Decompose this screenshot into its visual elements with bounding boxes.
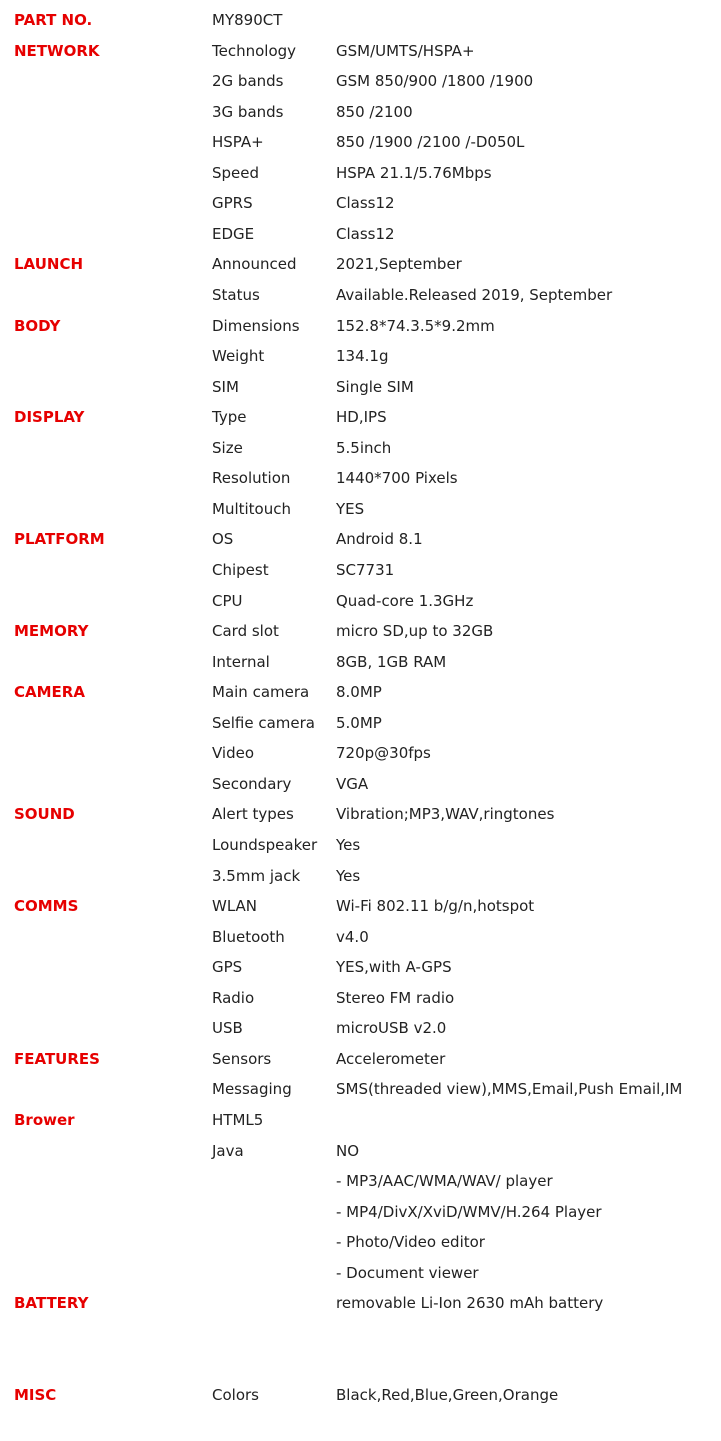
spec-value: YES,with A-GPS [336, 958, 452, 976]
spec-row [0, 952, 721, 982]
spec-label: 3G bands [212, 103, 284, 121]
spec-label: Java [212, 1142, 244, 1160]
spec-value: HSPA 21.1/5.76Mbps [336, 164, 492, 182]
spec-value: Single SIM [336, 378, 414, 396]
spec-value: Yes [336, 867, 361, 885]
spec-value: microUSB v2.0 [336, 1019, 447, 1037]
spec-row [0, 249, 721, 279]
spec-value: YES [336, 500, 365, 518]
spec-row [0, 769, 721, 799]
spec-row [0, 677, 721, 707]
spec-category: PLATFORM [14, 530, 105, 548]
spec-label: OS [212, 530, 234, 548]
spec-category: DISPLAY [14, 408, 85, 426]
part-number-row [0, 5, 721, 35]
spec-row [0, 494, 721, 524]
spec-category: LAUNCH [14, 255, 84, 273]
spec-row [0, 188, 721, 218]
spec-row [0, 555, 721, 585]
spec-label: Chipest [212, 561, 269, 579]
spec-label: CPU [212, 592, 243, 610]
spec-value: 1440*700 Pixels [336, 469, 458, 487]
spec-label: Speed [212, 164, 260, 182]
spec-label: Main camera [212, 683, 310, 701]
spec-category: CAMERA [14, 683, 85, 701]
spec-row [0, 1380, 721, 1410]
spec-label: Selfie camera [212, 714, 316, 732]
spec-row [0, 219, 721, 249]
spec-row [0, 922, 721, 952]
spec-label: 3.5mm jack [212, 867, 301, 885]
spec-row [0, 1258, 721, 1288]
spec-label: 2G bands [212, 72, 284, 90]
spec-row [0, 341, 721, 371]
part-number-heading: PART NO. [14, 11, 93, 29]
spec-label: EDGE [212, 225, 255, 243]
spec-value: SC7731 [336, 561, 395, 579]
spec-value: Vibration;MP3,WAV,ringtones [336, 805, 555, 823]
spec-label: Colors [212, 1386, 259, 1404]
spec-label: Card slot [212, 622, 279, 640]
spec-value: SMS(threaded view),MMS,Email,Push Email,IM [336, 1080, 683, 1098]
spec-row [0, 1227, 721, 1257]
spec-value: 8.0MP [336, 683, 382, 701]
spec-label: HSPA+ [212, 133, 264, 151]
spec-row [0, 708, 721, 738]
spec-value: - MP3/AAC/WMA/WAV/ player [336, 1172, 553, 1190]
spec-value: GSM 850/900 /1800 /1900 [336, 72, 534, 90]
spec-label: USB [212, 1019, 243, 1037]
spec-row [0, 1074, 721, 1104]
spec-value: 2021,September [336, 255, 462, 273]
spec-value: Stereo FM radio [336, 989, 455, 1007]
spec-label: Multitouch [212, 500, 291, 518]
spec-value: 8GB, 1GB RAM [336, 653, 447, 671]
spec-row [0, 891, 721, 921]
spec-label: WLAN [212, 897, 258, 915]
spec-label: Messaging [212, 1080, 292, 1098]
spec-label: Status [212, 286, 260, 304]
spec-row [0, 66, 721, 96]
spec-category: BATTERY [14, 1294, 89, 1312]
spec-value: Wi-Fi 802.11 b/g/n,hotspot [336, 897, 535, 915]
spec-row [0, 158, 721, 188]
spec-row [0, 1288, 721, 1318]
spec-value: 850 /2100 [336, 103, 413, 121]
spec-value: Available.Released 2019, September [336, 286, 613, 304]
part-number-value: MY890CT [212, 11, 283, 29]
spec-label: HTML5 [212, 1111, 264, 1129]
spec-category: MISC [14, 1386, 57, 1404]
spec-label: Alert types [212, 805, 294, 823]
spec-value: Android 8.1 [336, 530, 423, 548]
spec-category: COMMS [14, 897, 79, 915]
spec-row [0, 463, 721, 493]
spec-row [0, 738, 721, 768]
spec-category: Brower [14, 1111, 75, 1129]
spec-row [0, 861, 721, 891]
spec-label: GPRS [212, 194, 253, 212]
spec-value: v4.0 [336, 928, 369, 946]
spec-value: GSM/UMTS/HSPA+ [336, 42, 475, 60]
spec-value: Yes [336, 836, 361, 854]
spec-value: Class12 [336, 225, 395, 243]
spec-value: 134.1g [336, 347, 389, 365]
spec-value: - Photo/Video editor [336, 1233, 485, 1251]
spec-row [0, 524, 721, 554]
spec-label: SIM [212, 378, 239, 396]
spec-category: NETWORK [14, 42, 100, 60]
spec-label: Radio [212, 989, 255, 1007]
spec-category: SOUND [14, 805, 75, 823]
spec-row [0, 830, 721, 860]
spec-row [0, 1197, 721, 1227]
spec-category: BODY [14, 317, 61, 335]
spec-row [0, 97, 721, 127]
spec-category: FEATURES [14, 1050, 100, 1068]
spec-row [0, 1136, 721, 1166]
spec-row [0, 983, 721, 1013]
spec-row [0, 799, 721, 829]
spec-value: 5.0MP [336, 714, 382, 732]
spec-label: Video [212, 744, 255, 762]
spec-value: HD,IPS [336, 408, 387, 426]
spec-label: Announced [212, 255, 297, 273]
spec-category: MEMORY [14, 622, 89, 640]
spec-row [0, 402, 721, 432]
spec-row [0, 616, 721, 646]
spec-row [0, 1166, 721, 1196]
spec-value: Quad-core 1.3GHz [336, 592, 474, 610]
spec-row [0, 1044, 721, 1074]
spec-label: Secondary [212, 775, 292, 793]
spec-value: - MP4/DivX/XviD/WMV/H.264 Player [336, 1203, 602, 1221]
spec-value: removable Li-Ion 2630 mAh battery [336, 1294, 604, 1312]
spec-row [0, 280, 721, 310]
spec-row [0, 311, 721, 341]
spec-value: VGA [336, 775, 369, 793]
spec-label: Size [212, 439, 243, 457]
spec-row [0, 36, 721, 66]
spec-row [0, 647, 721, 677]
spec-value: - Document viewer [336, 1264, 479, 1282]
spec-label: Weight [212, 347, 265, 365]
spec-value: micro SD,up to 32GB [336, 622, 494, 640]
spec-row [0, 433, 721, 463]
spec-label: Dimensions [212, 317, 300, 335]
spec-value: Class12 [336, 194, 395, 212]
spec-label: GPS [212, 958, 243, 976]
spec-value: NO [336, 1142, 360, 1160]
spec-value: Accelerometer [336, 1050, 446, 1068]
spec-label: Loundspeaker [212, 836, 318, 854]
spec-value: Black,Red,Blue,Green,Orange [336, 1386, 559, 1404]
spec-row [0, 127, 721, 157]
spec-row [0, 372, 721, 402]
spec-row [0, 1105, 721, 1135]
spec-label: Sensors [212, 1050, 272, 1068]
spec-label: Resolution [212, 469, 291, 487]
spec-value: 720p@30fps [336, 744, 431, 762]
spec-value: 152.8*74.3.5*9.2mm [336, 317, 495, 335]
spec-value: 5.5inch [336, 439, 392, 457]
spec-row [0, 586, 721, 616]
spec-label: Bluetooth [212, 928, 285, 946]
spec-row [0, 1013, 721, 1043]
spec-value: 850 /1900 /2100 /-D050L [336, 133, 525, 151]
spec-label: Technology [212, 42, 297, 60]
spec-label: Internal [212, 653, 270, 671]
spec-label: Type [212, 408, 247, 426]
